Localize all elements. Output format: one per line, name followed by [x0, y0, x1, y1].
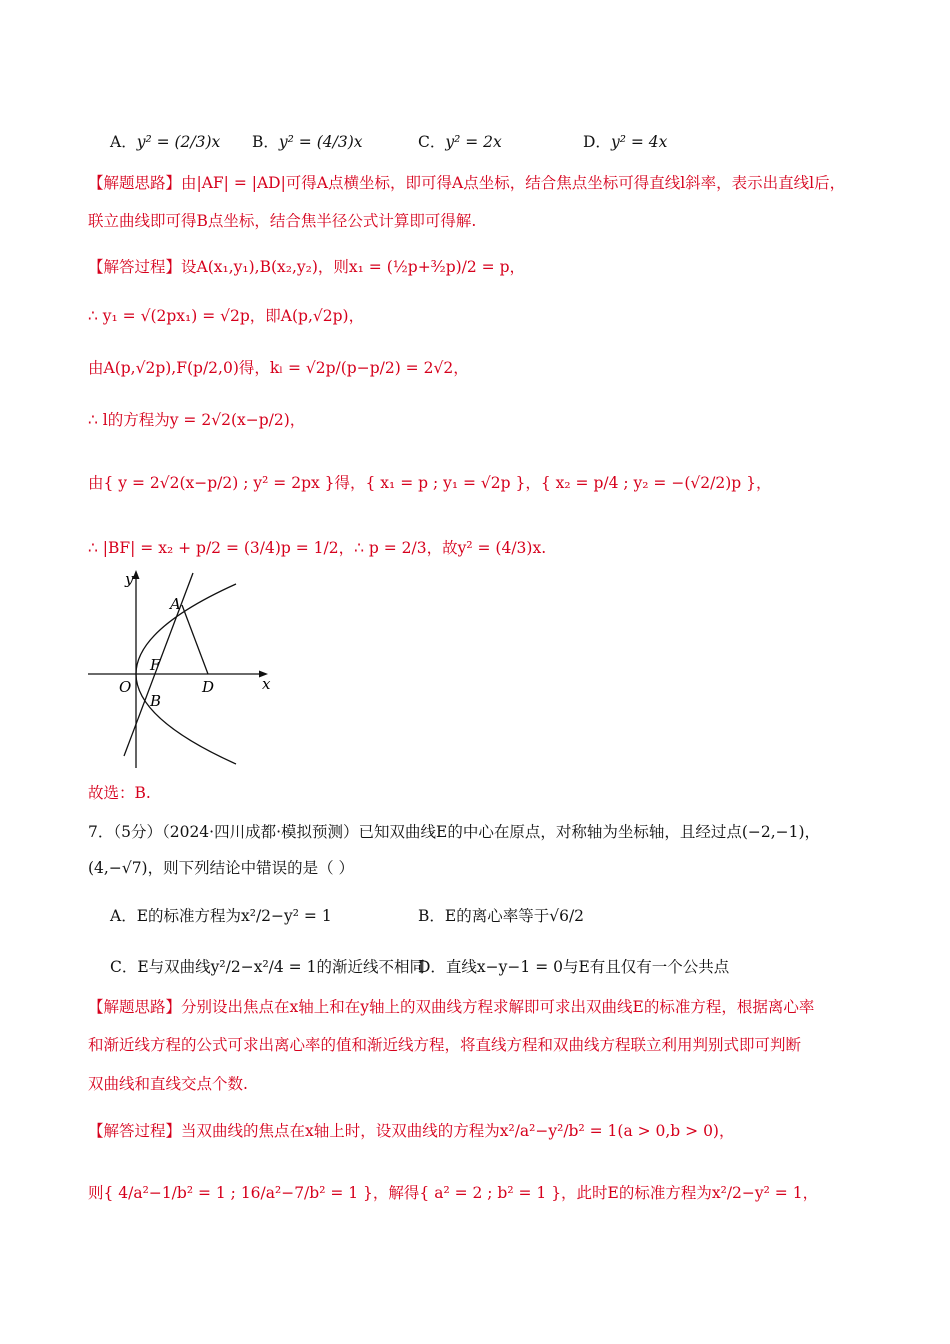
q6-option-b — [252, 130, 362, 152]
option-label: A． — [110, 133, 137, 151]
option-label: B． — [252, 133, 279, 151]
y-axis-arrow — [133, 570, 140, 579]
q6-idea-line-2: 联立曲线即可得B点坐标，结合焦半径公式计算即可得解. — [88, 212, 477, 230]
option-expr: y² = (2/3)x — [136, 133, 221, 151]
label-a: A — [170, 595, 181, 613]
q7-option-a: A．E的标准方程为x²/2−y² = 1 — [110, 907, 332, 925]
label-y: y — [125, 570, 134, 588]
q6-step-4: ∴ l的方程为y = 2√2(x−p/2)， — [88, 411, 306, 429]
q6-step-6: ∴ |BF| = x₂ + p/2 = (3/4)p = 1/2，∴ p = 2/3，故y² = (4/3)x. — [88, 539, 547, 557]
option-expr: y² = 2x — [445, 133, 502, 151]
segment-ad — [182, 605, 208, 674]
q6-answer: 故选：B. — [88, 784, 151, 802]
q6-option-a — [110, 130, 220, 152]
label-f: F — [150, 656, 161, 674]
q6-step-1: 【解答过程】设A(x₁,y₁),B(x₂,y₂)，则x₁ = (½p+³⁄₂p)/2 = p， — [88, 258, 526, 276]
q7-proc-line-2: 则{ 4/a²−1/b² = 1 ; 16/a²−7/b² = 1 }，解得{ a² = 2 ; b² = 1 }，此时E的标准方程为x²/2−y² = 1， — [88, 1184, 819, 1202]
q6-idea-line-1: 【解题思路】由|AF| = |AD|可得A点横坐标，即可得A点坐标，结合焦点坐标可得直线l斜率，表示出直线l后， — [88, 174, 846, 192]
option-expr: y² = (4/3)x — [278, 133, 363, 151]
label-b: B — [150, 692, 162, 710]
q7-proc-line-1: 【解答过程】当双曲线的焦点在x轴上时，设双曲线的方程为x²/a²−y²/b² = 1(a > 0,b > 0)， — [88, 1122, 735, 1140]
option-label: C． — [418, 133, 446, 151]
q6-step-3: 由A(p,√2p),F(p/2,0)得，kₗ = √2p/(p−p/2) = 2√2， — [88, 359, 469, 377]
q7-stem-line-1: 7．（5分）（2024·四川成都·模拟预测）已知双曲线E的中心在原点，对称轴为坐标轴，且经过点(−2,−1)， — [88, 823, 821, 841]
q7-idea-line-1: 【解题思路】分别设出焦点在x轴上和在y轴上的双曲线方程求解即可求出双曲线E的标准方程，根据离心率 — [88, 998, 815, 1016]
option-label: D． — [583, 133, 611, 151]
q7-option-d: D．直线x−y−1 = 0与E有且仅有一个公共点 — [418, 958, 730, 976]
option-expr: y² = 4x — [610, 133, 668, 151]
parabola-figure — [86, 568, 286, 773]
q6-step-5: 由{ y = 2√2(x−p/2) ; y² = 2px }得，{ x₁ = p ; y₁ = √2p }，{ x₂ = p/4 ; y₂ = −(√2/2)p }， — [88, 474, 772, 492]
q7-option-b: B．E的离心率等于√6/2 — [418, 907, 585, 925]
q7-option-c: C．E与双曲线y²/2−x²/4 = 1的渐近线不相同 — [110, 958, 425, 976]
label-o: O — [119, 678, 132, 696]
q7-idea-line-3: 双曲线和直线交点个数. — [88, 1075, 248, 1093]
q7-idea-line-2: 和渐近线方程的公式可求出离心率的值和渐近线方程，将直线方程和双曲线方程联立利用判别式即可判断 — [88, 1036, 802, 1054]
label-x: x — [262, 675, 271, 693]
q6-step-2: ∴ y₁ = √(2px₁) = √2p，即A(p,√2p)， — [88, 307, 365, 325]
q6-option-c — [418, 130, 502, 152]
q7-stem-line-2: (4,−√7)，则下列结论中错误的是（ ） — [88, 859, 355, 877]
q6-option-d — [583, 130, 667, 152]
label-d: D — [202, 678, 215, 696]
